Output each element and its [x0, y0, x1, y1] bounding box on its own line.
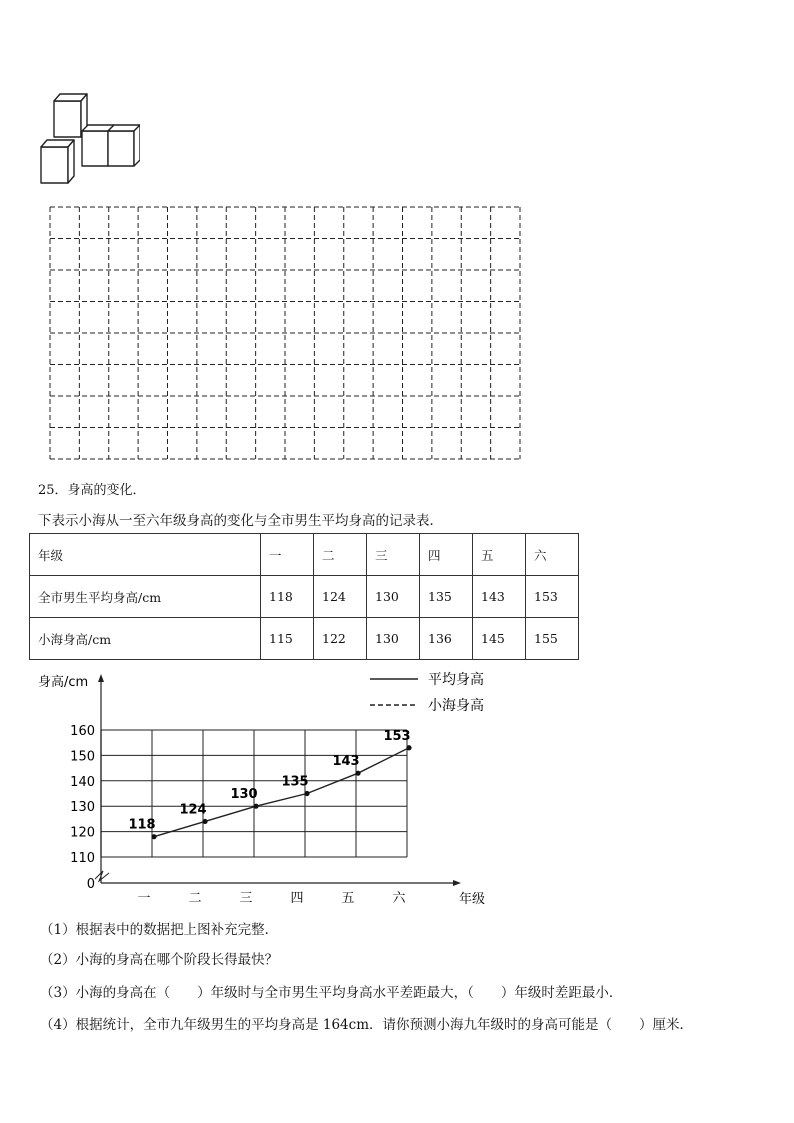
y-axis-arrow [98, 674, 104, 682]
table-cell: 四 [420, 534, 473, 576]
x-tick-label: 一 [137, 891, 151, 906]
table-cell: 130 [367, 576, 420, 618]
data-point [355, 771, 360, 776]
x-tick-label: 五 [341, 891, 355, 906]
dashed-drawing-grid [48, 205, 522, 461]
y-tick-label: 120 [70, 825, 95, 841]
table-cell: 五 [473, 534, 526, 576]
table-cell: 三 [367, 534, 420, 576]
y-tick-label: 150 [70, 749, 95, 765]
table-row [30, 576, 579, 618]
x-tick-label: 二 [188, 891, 202, 906]
data-label: 118 [128, 817, 156, 833]
table-cell: 153 [526, 576, 579, 618]
table-cell: 122 [314, 618, 367, 660]
data-label: 153 [383, 728, 411, 744]
data-label: 135 [281, 774, 309, 790]
sub-question-4: （4）根据统计，全市九年级男生的平均身高是 164cm．请你预测小海九年级时的身高可能是（ ）厘米． [40, 1017, 694, 1033]
x-axis-label: 年级 [459, 892, 486, 907]
table-cell: 136 [420, 618, 473, 660]
y-tick-label: 160 [70, 724, 95, 739]
question-number-title: 25．身高的变化． [38, 483, 146, 498]
table-cell: 155 [526, 618, 579, 660]
x-tick-label: 六 [392, 891, 406, 906]
table-cell: 年级 [30, 534, 261, 576]
data-point [253, 804, 258, 809]
table-cell: 六 [526, 534, 579, 576]
sub-question-3: （3）小海的身高在（ ）年级时与全市男生平均身高水平差距最大，（ ）年级时差距最小． [40, 985, 623, 1001]
series-line-average-height [154, 748, 409, 837]
table-row [30, 618, 579, 660]
table-cell: 一 [261, 534, 314, 576]
y-tick-label: 130 [70, 800, 95, 816]
table-cell: 118 [261, 576, 314, 618]
height-line-chart [30, 668, 500, 910]
table-cell: 115 [261, 618, 314, 660]
y-axis-label: 身高/cm [38, 675, 89, 690]
table-cell: 小海身高/cm [30, 618, 261, 660]
legend-label: 小海身高 [428, 698, 484, 714]
y-tick-label: 110 [70, 851, 95, 866]
y-tick-label: 0 [86, 877, 95, 892]
axis-break-mark [95, 871, 109, 881]
data-label: 143 [332, 754, 360, 770]
x-axis-arrow [453, 880, 461, 886]
sub-question-2: （2）小海的身高在哪个阶段长得最快？ [40, 952, 279, 968]
sub-question-1: （1）根据表中的数据把上图补充完整． [40, 922, 279, 938]
height-record-table [29, 533, 579, 660]
data-point [151, 834, 156, 839]
table-cell: 124 [314, 576, 367, 618]
data-label: 130 [230, 787, 258, 803]
table-cell: 全市男生平均身高/cm [30, 576, 261, 618]
x-tick-label: 三 [239, 891, 253, 906]
data-point [202, 819, 207, 824]
cube-top-front [54, 101, 81, 137]
table-cell: 二 [314, 534, 367, 576]
table-cell: 145 [473, 618, 526, 660]
table-cell: 143 [473, 576, 526, 618]
data-label: 124 [179, 802, 207, 818]
table-header-row [30, 534, 579, 576]
cube-figure [38, 92, 140, 188]
table-cell: 130 [367, 618, 420, 660]
legend-label: 平均身高 [428, 672, 484, 688]
y-tick-label: 140 [70, 774, 95, 790]
data-point [406, 745, 411, 750]
question-intro: 下表示小海从一至六年级身高的变化与全市男生平均身高的记录表． [38, 513, 443, 529]
table-cell: 135 [420, 576, 473, 618]
data-point [304, 791, 309, 796]
x-tick-label: 四 [290, 891, 304, 906]
